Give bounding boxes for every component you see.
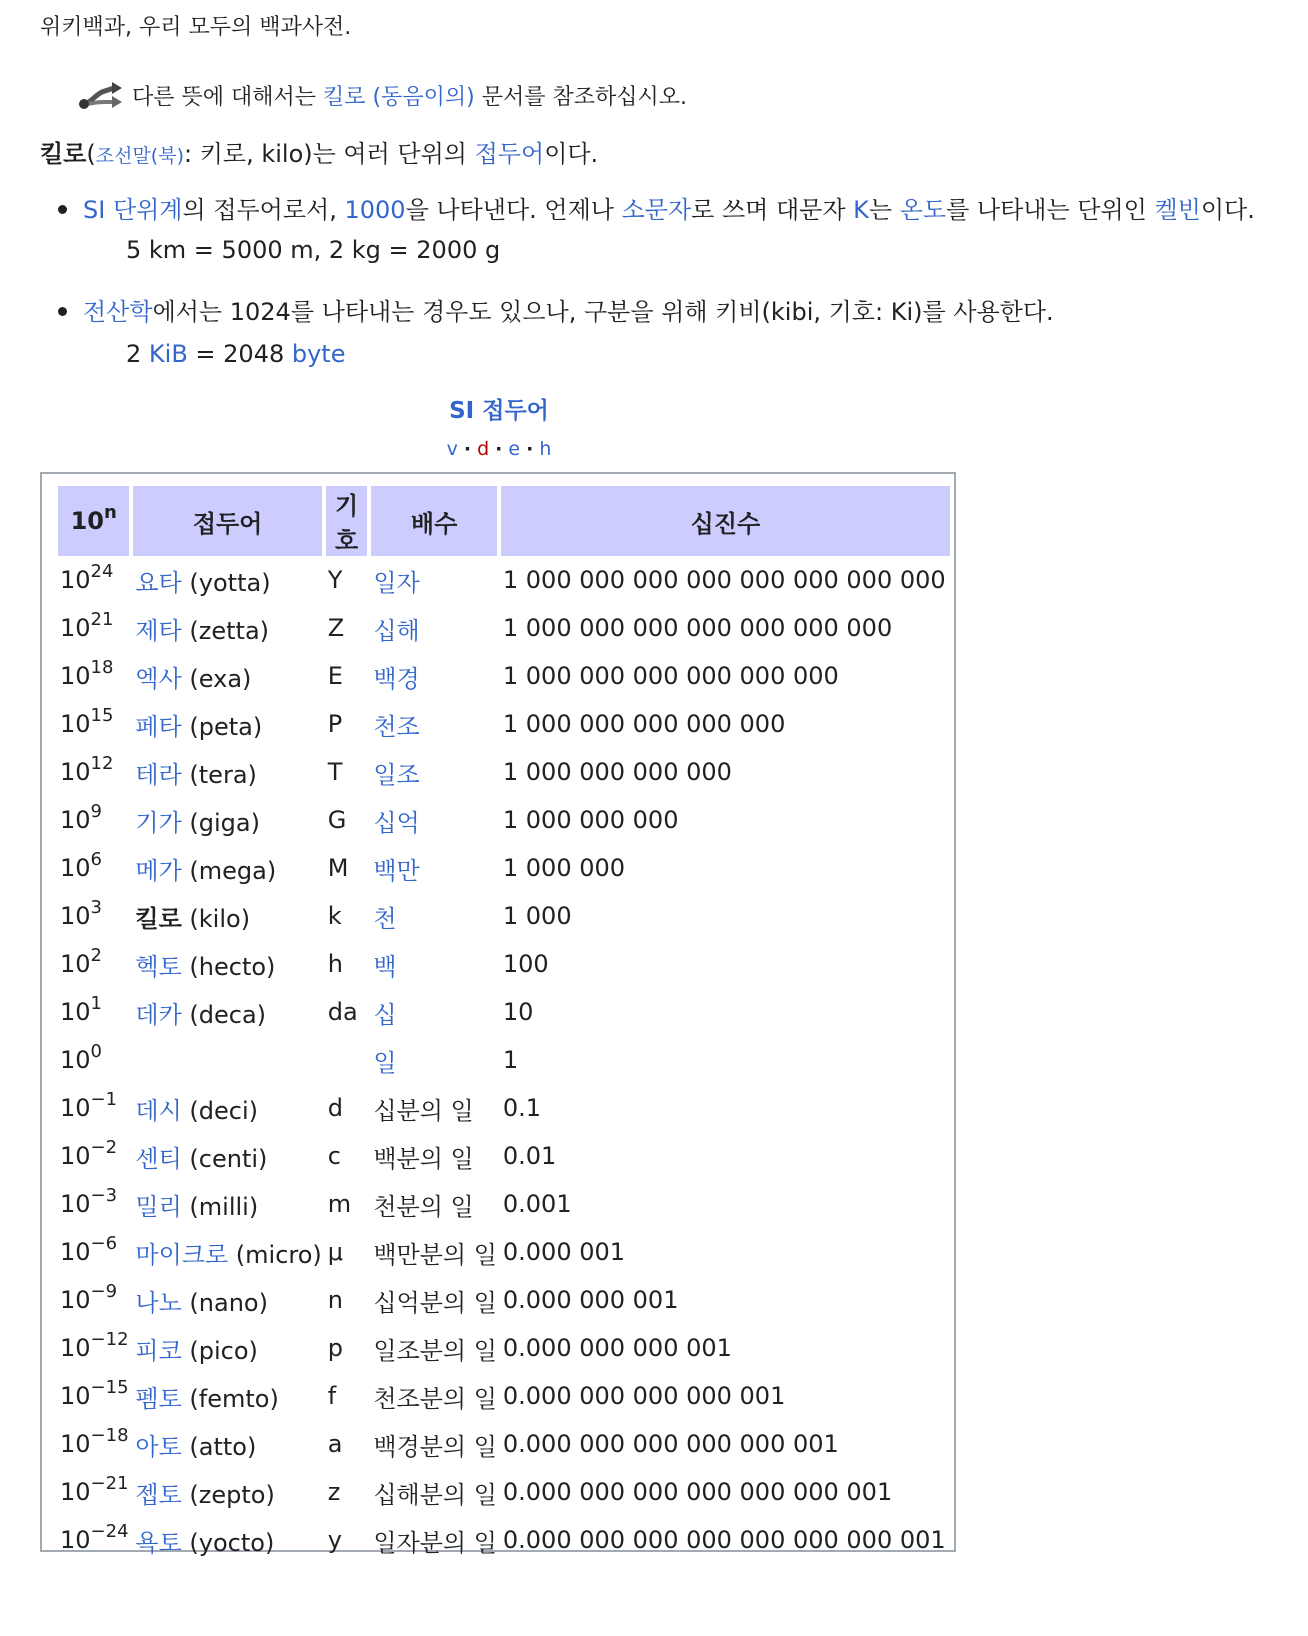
multiple-cell (371, 1228, 497, 1276)
prefix-link[interactable]: 접두어 (474, 140, 545, 168)
multiple-name: 십분의 일 (373, 1096, 474, 1125)
power-cell (58, 1180, 129, 1228)
table-row (58, 1324, 950, 1372)
prefix-cell (133, 940, 321, 988)
table-row (58, 1036, 950, 1084)
prefix-cell (133, 604, 321, 652)
multiple-cell (371, 556, 497, 604)
multiple-name[interactable]: 십해 (373, 616, 420, 645)
prefix-cell (133, 1420, 321, 1468)
prefix-latin: (yocto) (181, 1528, 275, 1557)
prefix-name[interactable]: 데시 (135, 1096, 182, 1125)
hatnote (78, 80, 687, 111)
multiple-name[interactable]: 백경 (373, 664, 420, 693)
prefix-cell (133, 892, 321, 940)
table-row (58, 556, 950, 604)
table-row (58, 700, 950, 748)
symbol-cell: E (327, 662, 343, 690)
multiple-cell (371, 1084, 497, 1132)
prefix-name[interactable]: 욕토 (135, 1528, 182, 1557)
prefix-name[interactable]: 마이크로 (135, 1240, 229, 1269)
multiple-name: 백만분의 일 (373, 1240, 497, 1269)
prefix-name[interactable]: 펨토 (135, 1384, 182, 1413)
prefix-name[interactable]: 기가 (135, 808, 182, 837)
power-cell (58, 700, 129, 748)
prefix-cell (133, 1276, 321, 1324)
header-power-base: 10 (70, 507, 104, 535)
power-cell (58, 940, 129, 988)
decimal-cell: 1 000 000 (502, 854, 626, 882)
si-prefix-navbox (40, 472, 956, 1557)
bullet-si-text-6: 이다. (1200, 196, 1255, 224)
power-exponent: 6 (90, 849, 102, 870)
power-base: 10 (60, 1238, 91, 1266)
symbol-cell: p (327, 1334, 344, 1362)
decimal-cell: 0.001 (502, 1190, 572, 1218)
vde-history-link[interactable]: h (539, 438, 552, 460)
power-exponent: −3 (90, 1185, 118, 1206)
symbol-cell: G (327, 806, 347, 834)
multiple-cell (371, 652, 497, 700)
power-exponent: 1 (90, 993, 102, 1014)
power-cell (58, 1372, 129, 1420)
vde-view-link[interactable]: v (446, 438, 458, 460)
multiple-name: 천분의 일 (373, 1192, 474, 1221)
bullet-si-text-1: 의 접두어로서, (182, 196, 345, 224)
prefix-name[interactable]: 요타 (135, 568, 182, 597)
prefix-cell (133, 844, 321, 892)
header-multiple: 배수 (371, 486, 497, 556)
multiple-cell (371, 1372, 497, 1420)
prefix-name[interactable]: 엑사 (135, 664, 182, 693)
multiple-name[interactable]: 일 (373, 1048, 397, 1077)
symbol-cell: f (327, 1382, 337, 1410)
table-row (58, 1420, 950, 1468)
prefix-cell (133, 1132, 321, 1180)
power-exponent: 3 (90, 897, 102, 918)
decimal-cell: 0.000 000 001 (502, 1286, 679, 1314)
hatnote-disambiguation-link[interactable]: 킬로 (동음이의) (323, 85, 475, 110)
vde-separator: · (463, 438, 472, 460)
decimal-cell: 1 000 000 000 (502, 806, 679, 834)
navbox-vde-links (40, 438, 958, 460)
power-exponent: −18 (90, 1425, 129, 1446)
site-subtitle: 위키백과, 우리 모두의 백과사전. (40, 15, 352, 40)
intro-paren: ( (86, 140, 96, 168)
table-row (58, 604, 950, 652)
multiple-cell (371, 892, 497, 940)
table-row (58, 1180, 950, 1228)
prefix-name[interactable]: 아토 (135, 1432, 182, 1461)
power-exponent: 18 (90, 657, 114, 678)
decimal-cell: 10 (502, 998, 534, 1026)
multiple-name[interactable]: 일조 (373, 760, 420, 789)
prefix-cell (133, 1228, 321, 1276)
multiple-name[interactable]: 백 (373, 952, 397, 981)
power-base: 10 (60, 902, 91, 930)
bullet-dot (58, 307, 67, 316)
lowercase-link[interactable]: 소문자 (621, 196, 692, 224)
kib-link[interactable]: KiB (148, 340, 188, 368)
prefix-latin: (yotta) (181, 568, 271, 597)
power-cell (58, 796, 129, 844)
disambiguation-arrow-icon (78, 82, 124, 110)
symbol-cell: M (327, 854, 349, 882)
header-power (58, 486, 129, 556)
multiple-name[interactable]: 일자 (373, 568, 420, 597)
prefix-name[interactable]: 페타 (135, 712, 182, 741)
article-title-bold: 킬로 (40, 140, 87, 168)
power-exponent: 0 (90, 1041, 102, 1062)
power-exponent: −15 (90, 1377, 129, 1398)
multiple-name: 천조분의 일 (373, 1384, 497, 1413)
prefix-name[interactable]: 메가 (135, 856, 182, 885)
power-base: 10 (60, 1286, 91, 1314)
header-power-exp: n (103, 502, 117, 523)
prefix-latin: (giga) (181, 808, 260, 837)
multiple-name: 십해분의 일 (373, 1480, 497, 1509)
prefix-cell (133, 1468, 321, 1516)
prefix-latin: (exa) (181, 664, 252, 693)
power-exponent: −12 (90, 1329, 129, 1350)
table-row (58, 796, 950, 844)
thousand-link[interactable]: 1000 (344, 196, 406, 224)
bullet-si (58, 190, 1255, 225)
power-exponent: −9 (90, 1281, 118, 1302)
symbol-cell: Z (327, 614, 345, 642)
prefix-cell (133, 700, 321, 748)
multiple-cell (371, 940, 497, 988)
prefix-name: 킬로 (135, 904, 182, 933)
prefix-name[interactable]: 테라 (135, 760, 182, 789)
multiple-cell (371, 1324, 497, 1372)
decimal-cell: 0.000 001 (502, 1238, 626, 1266)
decimal-cell: 0.000 000 000 000 001 (502, 1382, 786, 1410)
symbol-cell: da (327, 998, 358, 1026)
kelvin-symbol-link[interactable]: K (853, 196, 869, 224)
vde-separator: · (526, 438, 534, 460)
multiple-cell (371, 988, 497, 1036)
power-exponent: −24 (90, 1521, 129, 1542)
power-base: 10 (60, 1142, 91, 1170)
prefix-latin: (micro) (228, 1240, 322, 1269)
table-body (58, 556, 950, 1564)
symbol-cell: c (327, 1142, 341, 1170)
multiple-name: 백경분의 일 (373, 1432, 497, 1461)
prefix-name[interactable]: 제타 (135, 616, 182, 645)
prefix-cell (133, 1516, 321, 1564)
table-row (58, 1132, 950, 1180)
intro-paragraph (40, 134, 598, 169)
prefix-latin: (centi) (181, 1144, 268, 1173)
table-row (58, 988, 950, 1036)
multiple-cell (371, 700, 497, 748)
multiple-cell (371, 1132, 497, 1180)
power-base: 10 (60, 1382, 91, 1410)
power-cell (58, 652, 129, 700)
intro-end: 이다. (544, 140, 599, 168)
symbol-cell: P (327, 710, 343, 738)
prefix-cell (133, 748, 321, 796)
prefix-latin: (nano) (181, 1288, 268, 1317)
power-base: 10 (60, 950, 91, 978)
vde-discuss-link[interactable]: d (477, 438, 490, 460)
prefix-latin: (pico) (181, 1336, 258, 1365)
multiple-name: 일조분의 일 (373, 1336, 497, 1365)
symbol-cell: μ (327, 1238, 344, 1266)
power-base: 10 (60, 566, 91, 594)
power-cell (58, 1276, 129, 1324)
table-row (58, 1276, 950, 1324)
multiple-cell (371, 1276, 497, 1324)
power-cell (58, 1324, 129, 1372)
prefix-cell (133, 1372, 321, 1420)
multiple-name[interactable]: 천조 (373, 712, 420, 741)
power-cell (58, 1132, 129, 1180)
power-base: 10 (60, 998, 91, 1026)
prefix-cell (133, 556, 321, 604)
power-exponent: 2 (90, 945, 102, 966)
power-cell (58, 604, 129, 652)
prefix-name[interactable]: 밀리 (135, 1192, 182, 1221)
prefix-latin: (deca) (181, 1000, 267, 1029)
table-row (58, 892, 950, 940)
vde-edit-link[interactable]: e (508, 438, 521, 460)
hatnote-text-before: 다른 뜻에 대해서는 (132, 85, 317, 110)
power-base: 10 (60, 1526, 91, 1554)
power-cell (58, 1420, 129, 1468)
example-computing (126, 340, 345, 368)
bullet-computing-text: 에서는 1024를 나타내는 경우도 있으나, 구분을 위해 키비(kibi, 기호: Ki)를 사용한다. (152, 298, 1054, 326)
prefix-cell (133, 1036, 321, 1084)
power-base: 10 (60, 662, 91, 690)
prefix-name[interactable]: 헥토 (135, 952, 182, 981)
power-exponent: −6 (90, 1233, 118, 1254)
bullet-si-text-2: 을 나타낸다. 언제나 (405, 196, 622, 224)
table-row (58, 844, 950, 892)
multiple-cell (371, 1468, 497, 1516)
bullet-dot (58, 205, 67, 214)
decimal-cell: 0.000 000 000 001 (502, 1334, 732, 1362)
byte-link[interactable]: byte (291, 340, 346, 368)
computer-science-link[interactable]: 전산학 (83, 298, 153, 326)
prefix-name[interactable]: 나노 (135, 1288, 182, 1317)
decimal-cell: 0.000 000 000 000 000 000 001 (502, 1478, 893, 1506)
table-row (58, 1084, 950, 1132)
si-units-link[interactable]: SI 단위계 (83, 196, 183, 224)
symbol-cell: T (327, 758, 343, 786)
multiple-name: 십억분의 일 (373, 1288, 497, 1317)
prefix-cell (133, 1180, 321, 1228)
prefix-latin: (peta) (181, 712, 263, 741)
power-cell (58, 1468, 129, 1516)
power-exponent: 9 (90, 801, 102, 822)
symbol-cell: z (327, 1478, 341, 1506)
power-base: 10 (60, 1094, 91, 1122)
power-base: 10 (60, 854, 91, 882)
symbol-cell: y (327, 1526, 342, 1554)
prefix-cell (133, 1324, 321, 1372)
prefix-latin: (deci) (181, 1096, 258, 1125)
si-prefix-title-link[interactable]: SI 접두어 (449, 398, 549, 424)
example-pre: 2 (126, 340, 149, 368)
power-cell (58, 748, 129, 796)
multiple-cell (371, 1516, 497, 1564)
power-exponent: −21 (90, 1473, 129, 1494)
prefix-cell (133, 652, 321, 700)
prefix-latin: (atto) (181, 1432, 257, 1461)
multiple-name: 일자분의 일 (373, 1528, 497, 1557)
power-base: 10 (60, 1430, 91, 1458)
multiple-name[interactable]: 천 (373, 904, 397, 933)
power-base: 10 (60, 1478, 91, 1506)
bullet-si-text-4: 는 (868, 196, 900, 224)
intro-text: : 키로, kilo)는 여러 단위의 (184, 140, 475, 168)
header-decimal: 십진수 (501, 486, 950, 556)
vde-separator: · (495, 438, 503, 460)
table-row (58, 1468, 950, 1516)
decimal-cell: 0.000 000 000 000 000 001 (502, 1430, 839, 1458)
example-mid: = 2048 (187, 340, 292, 368)
power-base: 10 (60, 1190, 91, 1218)
symbol-cell: n (327, 1286, 343, 1314)
multiple-name[interactable]: 백만 (373, 856, 420, 885)
decimal-cell: 1 000 000 000 000 000 000 000 000 (502, 566, 946, 594)
multiple-cell (371, 1180, 497, 1228)
prefix-latin: (zetta) (181, 616, 270, 645)
bullet-computing (58, 292, 1054, 327)
power-exponent: −1 (90, 1089, 118, 1110)
example-si: 5 km = 5000 m, 2 kg = 2000 g (126, 236, 501, 264)
prefix-latin: (femto) (181, 1384, 279, 1413)
prefix-latin: (mega) (181, 856, 277, 885)
decimal-cell: 0.1 (502, 1094, 542, 1122)
symbol-cell: k (327, 902, 342, 930)
prefix-latin: (tera) (181, 760, 257, 789)
prefix-latin: (zepto) (181, 1480, 275, 1509)
decimal-cell: 1 000 000 000 000 000 (502, 710, 786, 738)
multiple-cell (371, 844, 497, 892)
prefix-latin: (kilo) (181, 904, 251, 933)
multiple-name[interactable]: 십 (373, 1000, 397, 1029)
header-prefix: 접두어 (133, 486, 321, 556)
symbol-cell: d (327, 1094, 344, 1122)
symbol-cell: a (327, 1430, 343, 1458)
multiple-cell (371, 748, 497, 796)
decimal-cell: 1 000 000 000 000 000 000 (502, 662, 839, 690)
table-row (58, 1228, 950, 1276)
hatnote-text-after: 문서를 참조하십시오. (481, 85, 687, 110)
kelvin-link[interactable]: 켈빈 (1154, 196, 1201, 224)
prefix-cell (133, 1084, 321, 1132)
decimal-cell: 0.000 000 000 000 000 000 000 001 (502, 1526, 946, 1554)
symbol-cell (326, 1036, 368, 1084)
temperature-link[interactable]: 온도 (899, 196, 947, 224)
multiple-name: 백분의 일 (373, 1144, 474, 1173)
prefix-cell (133, 796, 321, 844)
prefix-name[interactable]: 데카 (135, 1000, 182, 1029)
power-base: 10 (60, 614, 91, 642)
prefix-latin: (hecto) (181, 952, 276, 981)
power-cell (58, 1516, 129, 1564)
prefix-cell (133, 988, 321, 1036)
multiple-cell (371, 796, 497, 844)
power-cell (58, 988, 129, 1036)
power-cell (58, 1228, 129, 1276)
decimal-cell: 100 (502, 950, 549, 978)
symbol-cell: m (327, 1190, 352, 1218)
symbol-cell: Y (327, 566, 343, 594)
prefix-name[interactable]: 센티 (135, 1144, 182, 1173)
power-exponent: 12 (90, 753, 114, 774)
multiple-name[interactable]: 십억 (373, 808, 420, 837)
decimal-cell: 1 000 000 000 000 (502, 758, 732, 786)
power-cell (58, 1084, 129, 1132)
table-row (58, 1516, 950, 1564)
power-cell (58, 892, 129, 940)
multiple-cell (371, 1420, 497, 1468)
table-row (58, 748, 950, 796)
power-base: 10 (60, 806, 91, 834)
power-cell (58, 844, 129, 892)
symbol-cell: h (327, 950, 343, 978)
power-cell (58, 1036, 129, 1084)
table-row (58, 1372, 950, 1420)
table-row (58, 652, 950, 700)
decimal-cell: 1 (502, 1046, 519, 1074)
power-base: 10 (60, 758, 91, 786)
multiple-cell (371, 1036, 497, 1084)
bullet-si-text-3: 로 쓰며 대문자 (691, 196, 854, 224)
decimal-cell: 1 000 (502, 902, 572, 930)
multiple-cell (371, 604, 497, 652)
decimal-cell: 1 000 000 000 000 000 000 000 (502, 614, 893, 642)
power-base: 10 (60, 1046, 91, 1074)
decimal-cell: 0.01 (502, 1142, 557, 1170)
power-exponent: 24 (90, 561, 114, 582)
navbox-title (40, 392, 958, 425)
power-cell (58, 556, 129, 604)
power-exponent: 15 (90, 705, 114, 726)
power-exponent: −2 (90, 1137, 118, 1158)
si-prefix-table (54, 486, 954, 1564)
dialect-link[interactable]: 조선말(북) (95, 145, 184, 167)
prefix-latin: (milli) (181, 1192, 259, 1221)
table-header-row (58, 486, 950, 556)
header-symbol: 기호 (326, 486, 368, 556)
power-exponent: 21 (90, 609, 114, 630)
prefix-name[interactable]: 피코 (135, 1336, 182, 1365)
prefix-name[interactable]: 젭토 (135, 1480, 182, 1509)
table-row (58, 940, 950, 988)
power-base: 10 (60, 710, 91, 738)
bullet-si-text-5: 를 나타내는 단위인 (946, 196, 1155, 224)
power-base: 10 (60, 1334, 91, 1362)
